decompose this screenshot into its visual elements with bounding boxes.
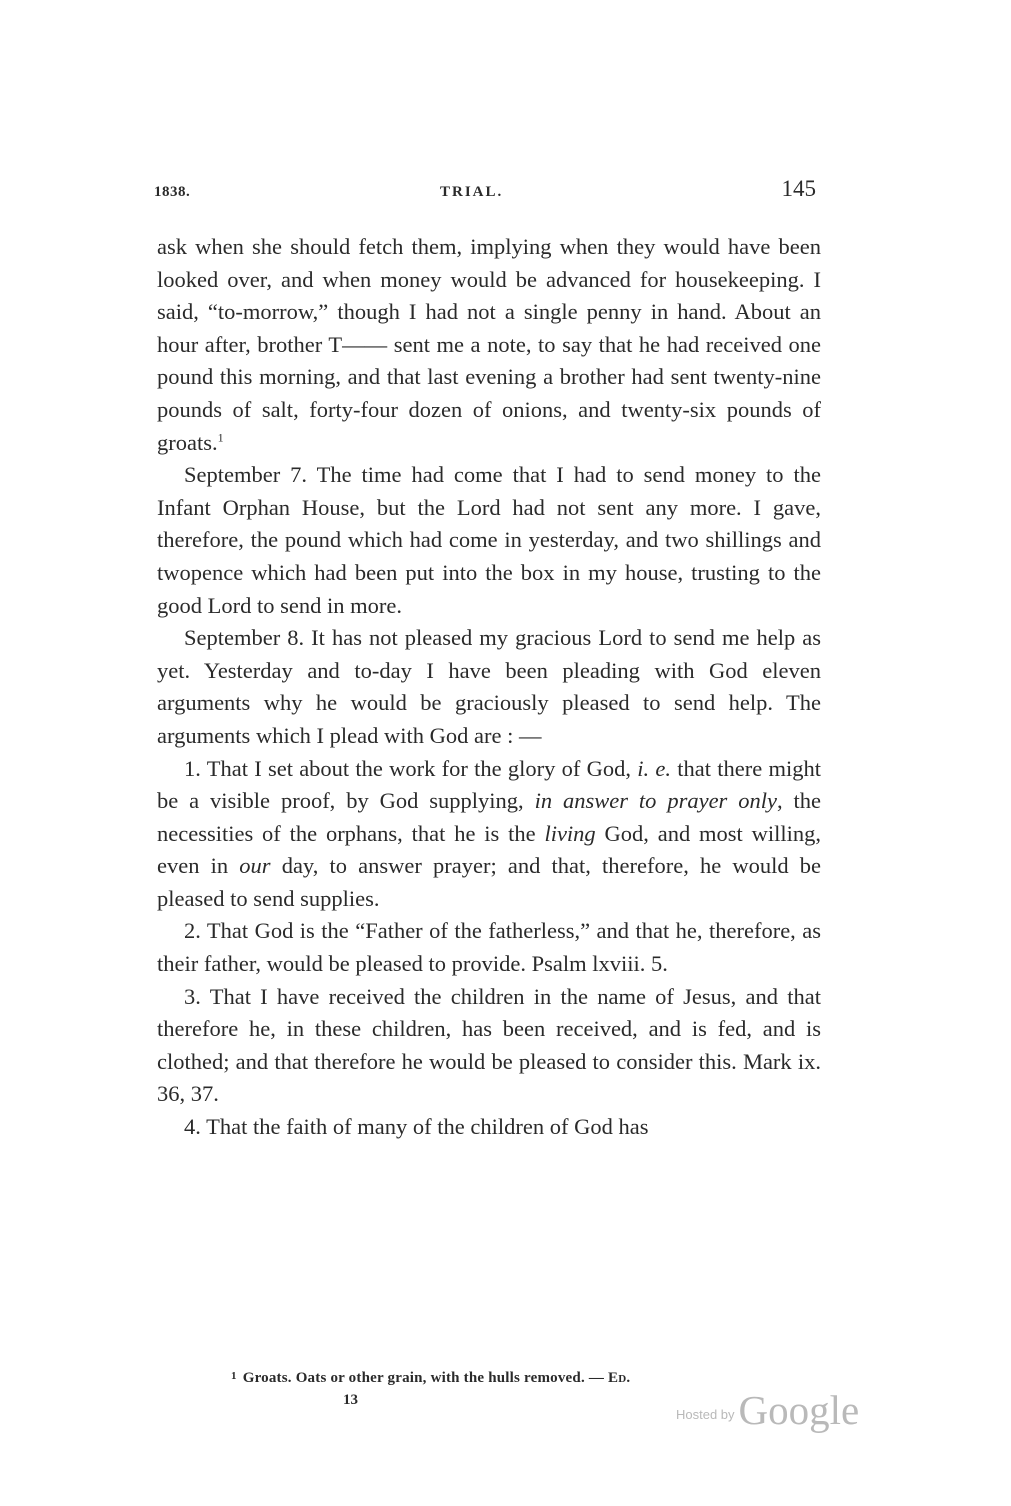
argument-text: , the necessities of the orphans, that he is the xyxy=(157,788,821,846)
paragraph-september-8: September 8. It has not pleased my gracious Lord to send me help as yet. Yesterday and to-day I have been pleading with God eleven arguments why he would be graciously pleased to send help. The arguments which I plead with God are : — xyxy=(157,625,821,748)
argument-text: day, to answer prayer; and that, therefore, he would be pleased to send supplies. xyxy=(157,853,821,911)
footnote-text: Groats. Oats or other grain, with the hulls removed. — xyxy=(242,1370,609,1386)
argument-1 xyxy=(157,753,821,916)
footnote-reference: 1 xyxy=(217,430,224,445)
paragraph-text: ask when she should fetch them, implying when they would have been looked over, and when money would be advanced for housekeeping. I said, “to-morrow,” though I had not a single penny in hand. About an hour after, brother T—— sent me a note, to say that he had received one pound this morning, and that last evening a brother had sent twenty-nine pounds of salt, forty-four dozen of onions, and twenty-six pounds of groats. xyxy=(157,234,821,455)
footnote xyxy=(231,1370,791,1387)
google-watermark xyxy=(676,1386,859,1434)
argument-text: 1. That I set about the work for the glory of God, xyxy=(184,755,638,781)
argument-3: 3. That I have received the children in the name of Jesus, and that therefore he, in these children, has been received, and is fed, and is clothed; and that therefore he would be pleased to consider this. Mark ix. 36, 37. xyxy=(157,983,821,1107)
argument-4: 4. That the faith of many of the children of God has xyxy=(184,1114,649,1140)
running-head-year: 1838. xyxy=(154,184,191,200)
paragraph-september-7: September 7. The time had come that I had to send money to the Infant Orphan House, but the Lord had not sent any more. I gave, therefore, the pound which had come in yesterday, and two shillings and twopence which had been put into the box in my house, trusting to the good Lord to send in more. xyxy=(157,462,821,618)
page-number: 145 xyxy=(781,176,816,201)
italic-text: living xyxy=(544,820,596,846)
running-head-title: TRIAL. xyxy=(440,184,504,200)
watermark-hosted-label: Hosted by xyxy=(676,1407,735,1422)
footnote-editor: Ed. xyxy=(608,1370,631,1386)
paragraph-continuation xyxy=(157,231,821,459)
google-logo: Google xyxy=(738,1387,860,1433)
argument-text: God, and most willing, even in xyxy=(157,820,822,879)
body-text xyxy=(157,231,821,1144)
argument-text: that there might be a visible proof, by God supplying, xyxy=(157,755,821,814)
footnote-mark: 1 xyxy=(231,1370,237,1382)
signature-mark: 13 xyxy=(343,1392,358,1408)
argument-2: 2. That God is the “Father of the fatherless,” and that he, therefore, as their father, would be pleased to provide. Psalm lxviii. 5. xyxy=(157,918,821,977)
italic-text: in answer to prayer only xyxy=(534,788,777,814)
running-head xyxy=(154,176,816,210)
italic-text: i. e. xyxy=(637,755,672,781)
italic-text: our xyxy=(239,853,271,879)
